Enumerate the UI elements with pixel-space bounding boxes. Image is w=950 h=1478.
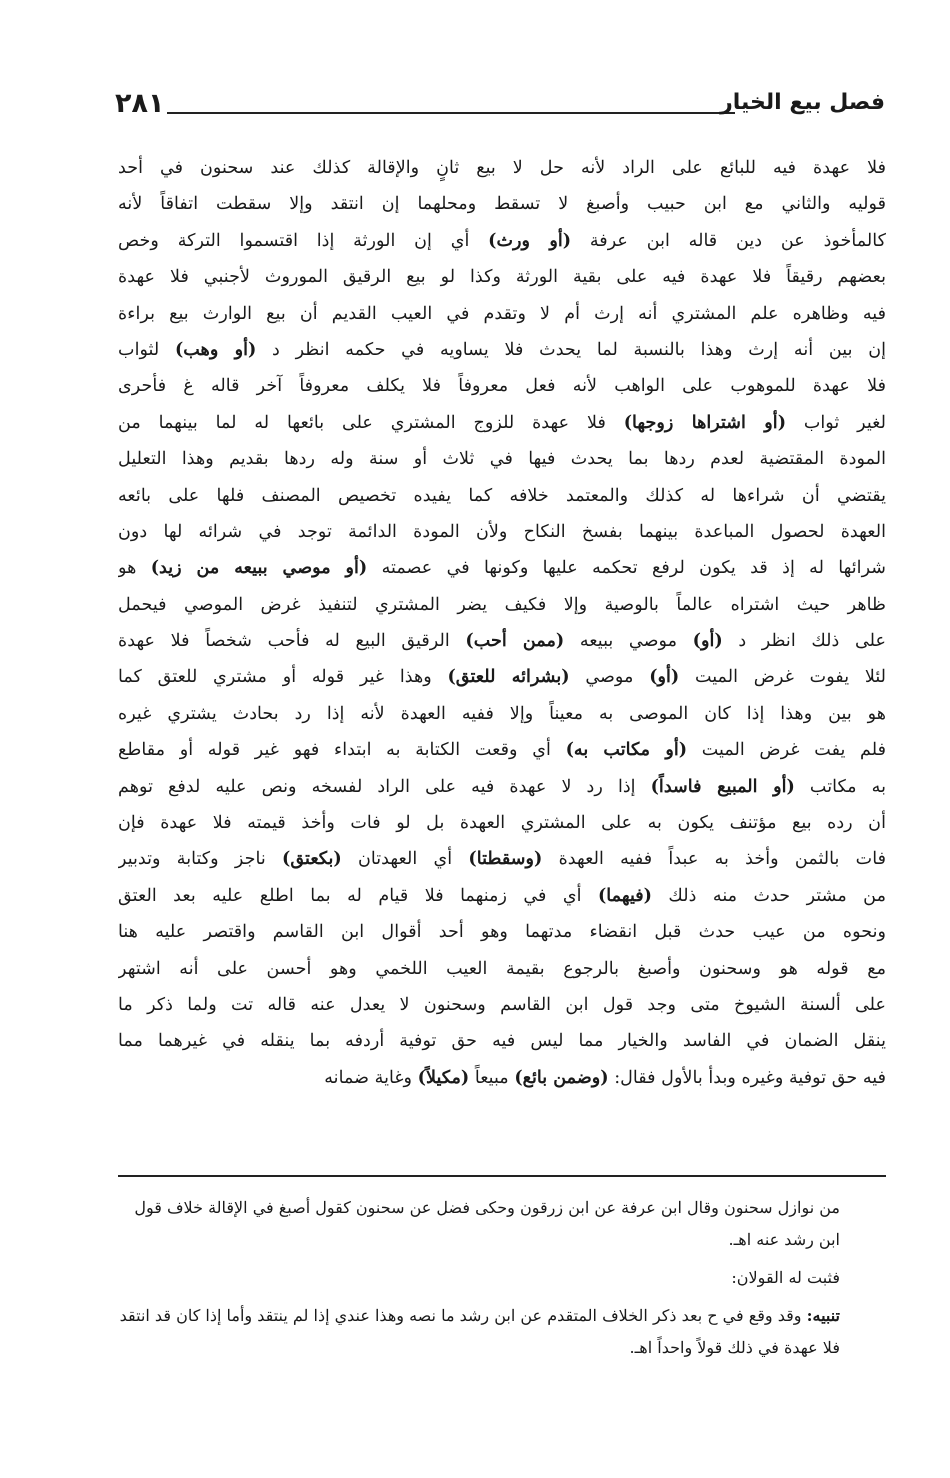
commentary-text: كالمأخوذ عن دين قاله ابن عرفة [571, 230, 886, 251]
commentary-text: فلا عهدة للموهوب على الواهب لأنه فعل معروفاً فلا يكلف معروفاً آخر قاله غ فأحرى [118, 376, 886, 397]
text-line [118, 368, 886, 404]
matn-term: (أو وهب) [174, 338, 257, 360]
text-line [118, 623, 886, 659]
commentary-text: شرائها له إذ قد يكون لرفع تحكمه عليها وكونها في عصمته [367, 558, 886, 579]
text-line [118, 841, 886, 877]
commentary-text: أي وقعت الكتابة به ابتداء فهو غير قوله أو مقاطع [118, 740, 566, 761]
commentary-text: أن رده بيع مؤتنف يكون به على المشتري العهدة بل لو فات وأخذ قيمته فلا عهدة فإن [118, 813, 886, 834]
text-line [118, 405, 886, 441]
text-line [118, 659, 886, 695]
commentary-text: على ذلك انظر د [722, 631, 886, 652]
commentary-text: ونحوه من عيب حدث قبل انقضاء مدتهما وهو أحد أقوال ابن القاسم واقتصر عليه هنا [118, 922, 886, 943]
matn-term: (أو اشتراها زوجها) [623, 411, 787, 433]
commentary-text: مع قوله هو وسحنون وأصبغ بالرجوع بقيمة العيب اللخمي وهو أحسن على أنه اشتهر [118, 958, 886, 979]
note-text: وقد وقع في ح بعد ذكر الخلاف المتقدم عن ابن رشد ما نصه وهذا عندي إذا لم ينتقد وأما إذا كان قد انتقد فلا عهدة في ذلك قولاً واحداً اهـ. [119, 1306, 840, 1357]
commentary-text: قوليه والثاني مع ابن حبيب وأصبغ لا تسقط ومحلهما إن انتقد وإلا سقطت اتفاقاً لأنه [118, 194, 886, 215]
text-line [118, 987, 886, 1023]
footnote-paragraph [118, 1300, 880, 1364]
commentary-text: المودة المقتضية لعدم ردها بما يحدث فيها في ثلاث أو سنة وله ردها بقديم وهذا التعليل [118, 449, 886, 470]
text-line [118, 914, 886, 950]
commentary-text: مبيعاً [469, 1067, 515, 1088]
footnote-rule [118, 1175, 886, 1177]
text-line [118, 805, 886, 841]
commentary-text: يقتضي أن شراءها له كذلك والمعتمد خلافه كما يفيده تخصيص المصنف فلها على بائعه [118, 485, 886, 506]
matn-term: (وضمن بائع) [514, 1066, 609, 1088]
page-header [115, 88, 885, 128]
commentary-text: لغير ثواب [786, 412, 886, 433]
commentary-text: فلا عهدة فيه للبائع على الراد لأنه حل لا بيع ثانٍ والإقالة كذلك عند سحنون في أحد [118, 158, 886, 178]
commentary-text: هو [118, 558, 151, 579]
matn-term: (ممن أحب) [465, 630, 565, 652]
commentary-text: موصي [569, 667, 650, 688]
text-line [118, 332, 886, 368]
commentary-text: إن بين أنه إرث وهذا بالنسبة لما يحدث فلا يساويه في حكمه انظر د [256, 339, 886, 360]
footnote-paragraph: من نوازل سحنون وقال ابن عرفة عن ابن زرقون وحكى فضل عن سحنون كقول أصبغ في الإقالة خلاف قول ابن رشد عنه اهـ. [134, 1198, 840, 1249]
matn-term: (أو موصي ببيعه من زيد) [150, 557, 368, 579]
commentary-text: أي في زمنهما فلا قيام له بما اطلع عليه بعد العتق [118, 885, 598, 906]
commentary-text: فلا عهدة للزوج المشتري على بائعها له لما بينهما من [118, 412, 624, 433]
chapter-title: فصل بيع الخيار [720, 90, 885, 115]
text-line [118, 150, 886, 186]
text-line [118, 223, 886, 259]
text-line [118, 259, 886, 295]
matn-term: (أو المبيع فاسداً) [650, 775, 795, 797]
text-line [118, 769, 886, 805]
matn-term: (أو ورث) [488, 229, 572, 251]
commentary-text: ناجز وكتابة وتدبير [118, 849, 283, 870]
text-line [118, 1060, 886, 1096]
commentary-text: الرقيق البيع له فأحب شخصاً فلا عهدة [118, 631, 466, 652]
matn-term: (بشرائه للعتق) [447, 666, 570, 688]
footnote-paragraph: فثبت له القولان: [731, 1268, 840, 1287]
commentary-text: من مشتر حدث منه ذلك [652, 885, 886, 906]
text-line [118, 878, 886, 914]
commentary-text: فات بالثمن وأخذ به عبداً ففيه العهدة [542, 849, 886, 870]
commentary-text: لئلا يفوت غرض الميت [679, 667, 886, 688]
text-line [118, 514, 886, 550]
commentary-text: بعضهم رقيقاً فلا عهدة فيه على بقية الورثة وكذا لو بيع الرقيق الموروث لأجنبي فلا عهدة [118, 267, 886, 288]
commentary-text: هو بين وهذا إذا كان الموصى به معيناً وإلا ففيه العهدة لأنه إذا رد بحادث يشتري غيره [118, 703, 886, 724]
commentary-text: فيه وظاهره علم المشتري أنه إرث أم لا وتقدم في العيب القديم أن بيع الوارث بيع براءة [118, 303, 886, 324]
matn-term: (فيهما) [597, 884, 652, 906]
matn-term: (مكيلاً) [417, 1066, 470, 1088]
text-line [118, 696, 886, 732]
matn-term: (أو مكاتب به) [565, 739, 688, 761]
commentary-text: وهذا غير قوله أو مشتري للعتق كما [118, 667, 448, 688]
commentary-text: العهدة لحصول المباعدة بينهما بفسخ النكاح ولأن المودة الدائمة توجد في شرائه لها دون [118, 521, 886, 542]
commentary-text: لثواب [118, 339, 175, 360]
commentary-text: على ألسنة الشيوخ متى وجد قول ابن القاسم وسحنون لا يعدل عنه قاله تت ولما ذكر ما [118, 994, 886, 1015]
text-line [118, 587, 886, 623]
commentary-text: وغاية ضمانه [324, 1067, 418, 1088]
text-line [118, 478, 886, 514]
commentary-text: به مكاتب [794, 776, 886, 797]
text-line [118, 186, 886, 222]
note-label: تنبيه: [806, 1306, 840, 1325]
commentary-text: أي العهدتان [341, 849, 469, 870]
text-line [118, 732, 886, 768]
text-line [118, 550, 886, 586]
page-number: ٢٨١ [115, 88, 165, 119]
text-line [118, 296, 886, 332]
commentary-text: إذا رد لا عهدة فيه على الراد لفسخه ونص عليه لدفع توهم [118, 776, 651, 797]
footnotes [118, 1192, 880, 1370]
matn-term: (بكعتق) [282, 848, 342, 870]
text-line [118, 1023, 886, 1059]
commentary-text: فيه حق توفية وغيره وبدأ بالأول فقال: [608, 1067, 886, 1088]
commentary-text: ينقل الضمان في الفاسد والخيار مما ليس فيه حق توفية أردفه بما ينقله في غيرهما مما [118, 1031, 886, 1052]
main-text [118, 150, 886, 1096]
text-line [118, 441, 886, 477]
commentary-text: أي إن الورثة إذا اقتسموا التركة وخص [118, 230, 489, 251]
commentary-text: موصي ببيعه [564, 631, 693, 652]
text-line [118, 951, 886, 987]
matn-term: (أو) [649, 666, 680, 688]
matn-term: (أو) [692, 630, 723, 652]
commentary-text: فلم يفت غرض الميت [687, 740, 886, 761]
header-rule [167, 112, 735, 114]
commentary-text: ظاهر حيث اشتراه عالماً بالوصية وإلا فكيف يضر المشتري لتنفيذ غرض الموصي فيحمل [118, 594, 886, 615]
matn-term: (وسقطتا) [468, 848, 543, 870]
